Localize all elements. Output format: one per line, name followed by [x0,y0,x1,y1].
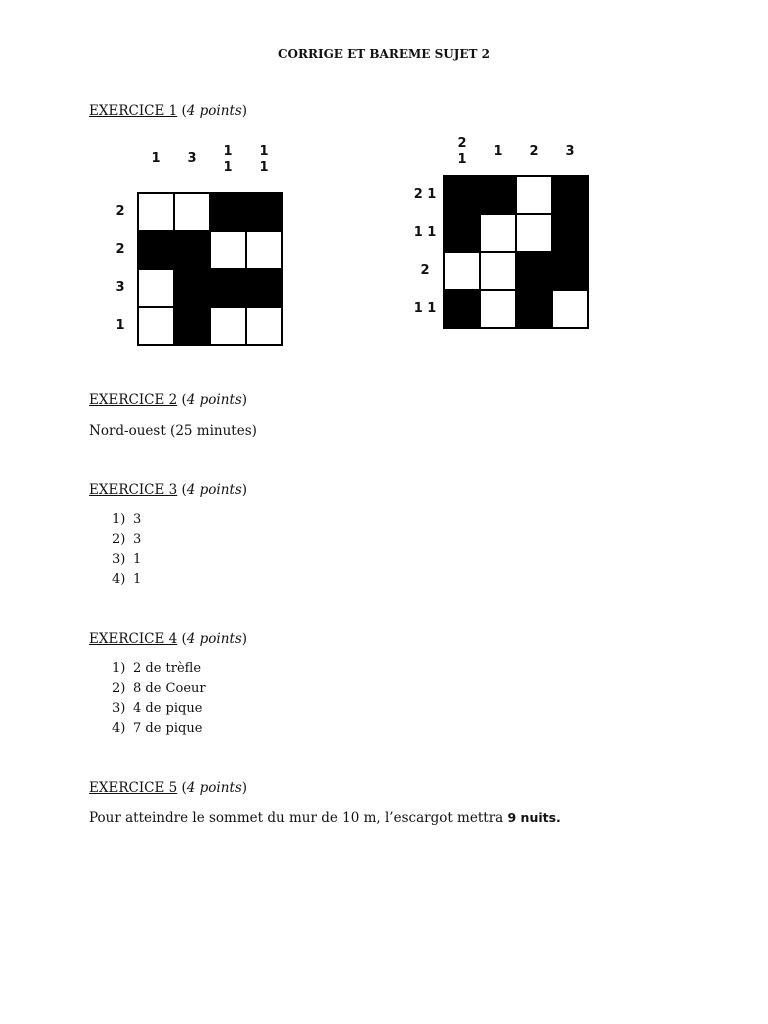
exercise-5-answer [89,810,561,826]
nonogram-2-row-clue: 2 1 [413,187,437,202]
filled-cell [516,290,552,328]
empty-cell [480,214,516,252]
nonogram-1-col-clue: 1 1 [259,144,269,175]
nonogram-2-row-clue: 1 1 [413,225,437,240]
empty-cell [552,290,588,328]
list-item [112,679,206,699]
filled-cell [138,231,174,269]
exercise-4-heading: EXERCICE 4 (4 points) [89,631,248,647]
filled-cell [444,214,480,252]
item-value: 8 de Coeur [133,681,206,696]
filled-cell [444,290,480,328]
item-value: 3 [133,532,142,547]
item-number: 4) [112,721,126,736]
exercise-5-answer-result: 9 nuits. [507,810,561,825]
empty-cell [138,269,174,307]
nonogram-1-row-clue: 3 [115,280,125,295]
empty-cell [246,307,282,345]
item-value: 4 de pique [133,701,203,716]
filled-cell [210,269,246,307]
nonogram-1-col-clue: 1 1 [223,144,233,175]
page-title: CORRIGE ET BAREME SUJET 2 [278,47,490,61]
nonogram-2-row-clue: 2 [420,263,430,278]
filled-cell [246,269,282,307]
filled-cell [516,252,552,290]
empty-cell [138,307,174,345]
item-number: 3) [112,701,126,716]
item-number: 2) [112,681,126,696]
exercise-4-label: EXERCICE 4 [89,631,178,647]
empty-cell [444,252,480,290]
list-item [112,510,141,530]
filled-cell [552,252,588,290]
list-item [112,550,141,570]
empty-cell [516,214,552,252]
exercise-3-label: EXERCICE 3 [89,482,178,498]
empty-cell [174,193,210,231]
nonogram-2-col-clue: 2 [529,144,539,159]
empty-cell [210,307,246,345]
empty-cell [246,231,282,269]
item-number: 1) [112,661,126,676]
filled-cell [552,176,588,214]
item-number: 4) [112,572,126,587]
list-item [112,570,141,590]
item-value: 1 [133,552,142,567]
nonogram-1-grid [137,192,283,346]
list-item [112,530,141,550]
empty-cell [516,176,552,214]
exercise-5-heading: EXERCICE 5 (4 points) [89,780,248,796]
list-item [112,699,206,719]
filled-cell [480,176,516,214]
exercise-3-points: 4 points [186,482,242,498]
filled-cell [174,269,210,307]
nonogram-2-col-clue: 2 1 [457,136,467,167]
nonogram-1-row-clue: 1 [115,318,125,333]
exercise-2-label: EXERCICE 2 [89,392,178,408]
nonogram-1-col-clue: 3 [187,151,197,166]
exercise-2-answer: Nord-ouest (25 minutes) [89,423,257,439]
nonogram-2-col-clue: 1 [493,144,503,159]
empty-cell [138,193,174,231]
exercise-5-label: EXERCICE 5 [89,780,178,796]
list-item [112,659,206,679]
empty-cell [210,231,246,269]
exercise-3-answer-list [112,510,141,590]
item-number: 2) [112,532,126,547]
item-number: 3) [112,552,126,567]
exercise-4-answer-list [112,659,206,739]
filled-cell [444,176,480,214]
exercise-5-points: 4 points [186,780,242,796]
nonogram-2-row-clue: 1 1 [413,301,437,316]
filled-cell [552,214,588,252]
nonogram-1-row-clue: 2 [115,242,125,257]
exercise-4-points: 4 points [186,631,242,647]
empty-cell [480,290,516,328]
exercise-1-heading: EXERCICE 1 (4 points) [89,103,248,119]
item-value: 3 [133,512,142,527]
exercise-2-heading: EXERCICE 2 (4 points) [89,392,248,408]
item-value: 2 de trèfle [133,661,202,676]
nonogram-1-col-clue: 1 [151,151,161,166]
list-item [112,719,206,739]
filled-cell [210,193,246,231]
filled-cell [246,193,282,231]
nonogram-2-col-clue: 3 [565,144,575,159]
item-value: 1 [133,572,142,587]
empty-cell [480,252,516,290]
exercise-5-answer-text: Pour atteindre le sommet du mur de 10 m, l’escargot mettra [89,810,504,826]
filled-cell [174,231,210,269]
nonogram-2-grid [443,175,589,329]
exercise-1-label: EXERCICE 1 [89,103,178,119]
exercise-1-points: 4 points [186,103,242,119]
filled-cell [174,307,210,345]
exercise-2-points: 4 points [186,392,242,408]
nonogram-1-row-clue: 2 [115,204,125,219]
item-number: 1) [112,512,126,527]
exercise-3-heading: EXERCICE 3 (4 points) [89,482,248,498]
item-value: 7 de pique [133,721,203,736]
